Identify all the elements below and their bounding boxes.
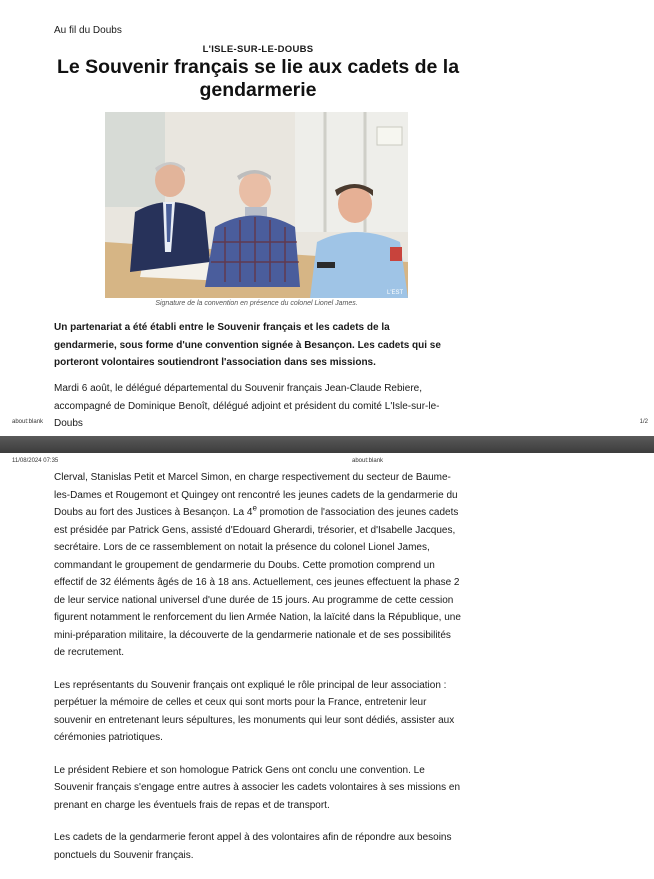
article-photo (105, 112, 408, 298)
article-body-start: Mardi 6 août, le délégué départemental du Souvenir français Jean-Claude Rebiere, accompagné de Dominique Benoît, délégué adjoint et président du comité L'Isle-sur-le-Doubs (54, 383, 440, 429)
paragraph-1: Clerval, Stanislas Petit et Marcel Simon, en charge respectivement du secteur de Baume-les-Dames et Rougemont et Quingey ont rencontré les jeunes cadets de la gendarmerie du Doubs au fort des Justices à Besançon. La 4e promotion de l'association des jeunes cadets est présidée par Patrick Gens, assisté d'Edouard Gherardi, trésorier, et d'Isabelle Jacques, secrétaire. Lors de ce rassemblement on notait la présence du colonel Lionel James, commandant le groupement de gendarmerie du Doubs. Cette promotion comprend un effectif de 32 éléments âgés de 16 à 18 ans. Actuellement, ces jeunes effectuent la phase 2 de leur service national universel d'une durée de 15 jours. Au programme de cette cession figurent notamment le renforcement du lien Armée Nation, la laïcité dans la République, une mini-préparation militaire, la découverte de la gendarmerie nationale et de ses possibilités de recrutement. (54, 472, 461, 658)
print-footer-page: 1/2 (639, 419, 648, 425)
article-body (54, 469, 464, 879)
print-footer-url: about:blank (12, 419, 44, 425)
paragraph-4: Les cadets de la gendarmerie feront appel à des volontaires afin de répondre aux besoins ponctuels du Souvenir français. (54, 832, 452, 861)
article-kicker: L'ISLE-SUR-LE-DOUBS (202, 44, 314, 55)
print-header-url: about:blank (352, 458, 384, 464)
paragraph-2: Les représentants du Souvenir français ont expliqué le rôle principal de leur association : perpétuer la mémoire de celles et ceux qui sont morts pour la France, entretenir leur souvenir en entretenant leurs sépultures, les monuments qui leur sont dédiés, assister aux cérémonies patriotiques. (54, 679, 455, 743)
paragraph-3: Le président Rebiere et son homologue Patrick Gens ont conclu une convention. Le Souvenir français s'engage entre autres à associer les cadets volontaires à ses missions en prenant en charge les éventuels frais de repas et de transport. (54, 764, 461, 811)
page-separator (0, 436, 654, 453)
article-lead: Un partenariat a été établi entre le Souvenir français et les cadets de la gendarmerie, sous forme d'une convention signée à Besançon. Les cadets qui se porteront volontaires soutiendront l'association dans ses missions. (54, 322, 441, 368)
photo-caption: Signature de la convention en présence du colonel Lionel James. (155, 300, 358, 307)
photo-credit: L'EST (387, 290, 404, 296)
print-header-datetime: 11/08/2024 07:35 (12, 458, 59, 464)
section-label: Au fil du Doubs (54, 25, 122, 36)
article-headline: Le Souvenir français se lie aux cadets de la gendarmerie (56, 56, 460, 101)
page-1 (0, 0, 654, 436)
page-2 (0, 453, 654, 861)
